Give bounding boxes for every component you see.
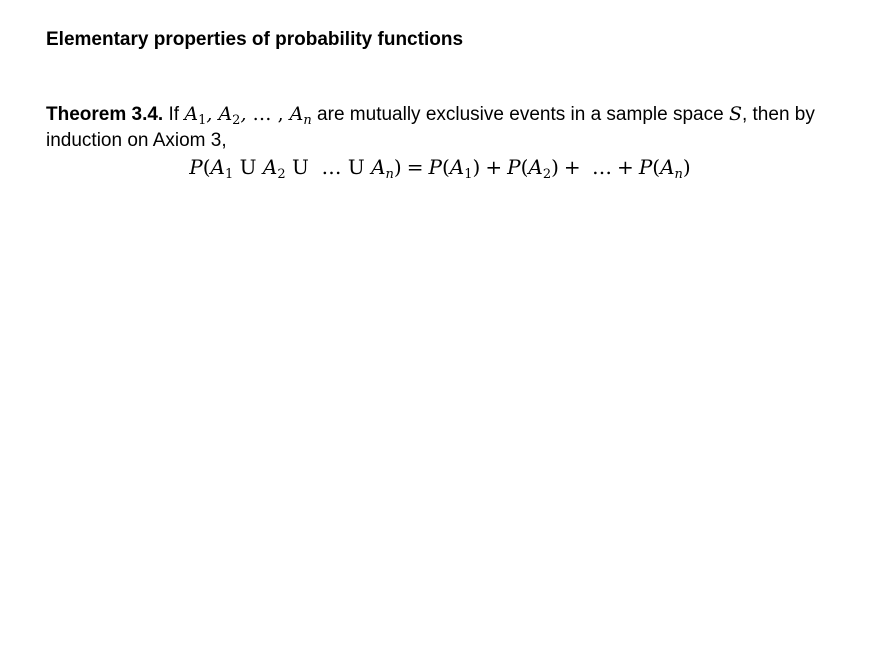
theorem-text-events: are mutually exclusive events in a sample space xyxy=(311,104,729,125)
theorem-paragraph xyxy=(46,101,846,154)
theorem-equation: $P(A_1$ U $A_2$ U … U $A_n) = P(A_1) + P(A_2)$ + … + $P(A_n)$ xyxy=(189,155,691,182)
sample-space-symbol: S xyxy=(728,103,742,125)
theorem-label: Theorem 3.4. xyxy=(46,104,164,125)
events-list-math: $A_1$, $A_2$, … , $A_n$ xyxy=(184,103,312,128)
theorem-text-tail: , then by induction on Axiom 3, xyxy=(46,104,815,151)
slide-title: Elementary properties of probability functions xyxy=(46,29,464,50)
theorem-text-if: If xyxy=(163,104,185,125)
